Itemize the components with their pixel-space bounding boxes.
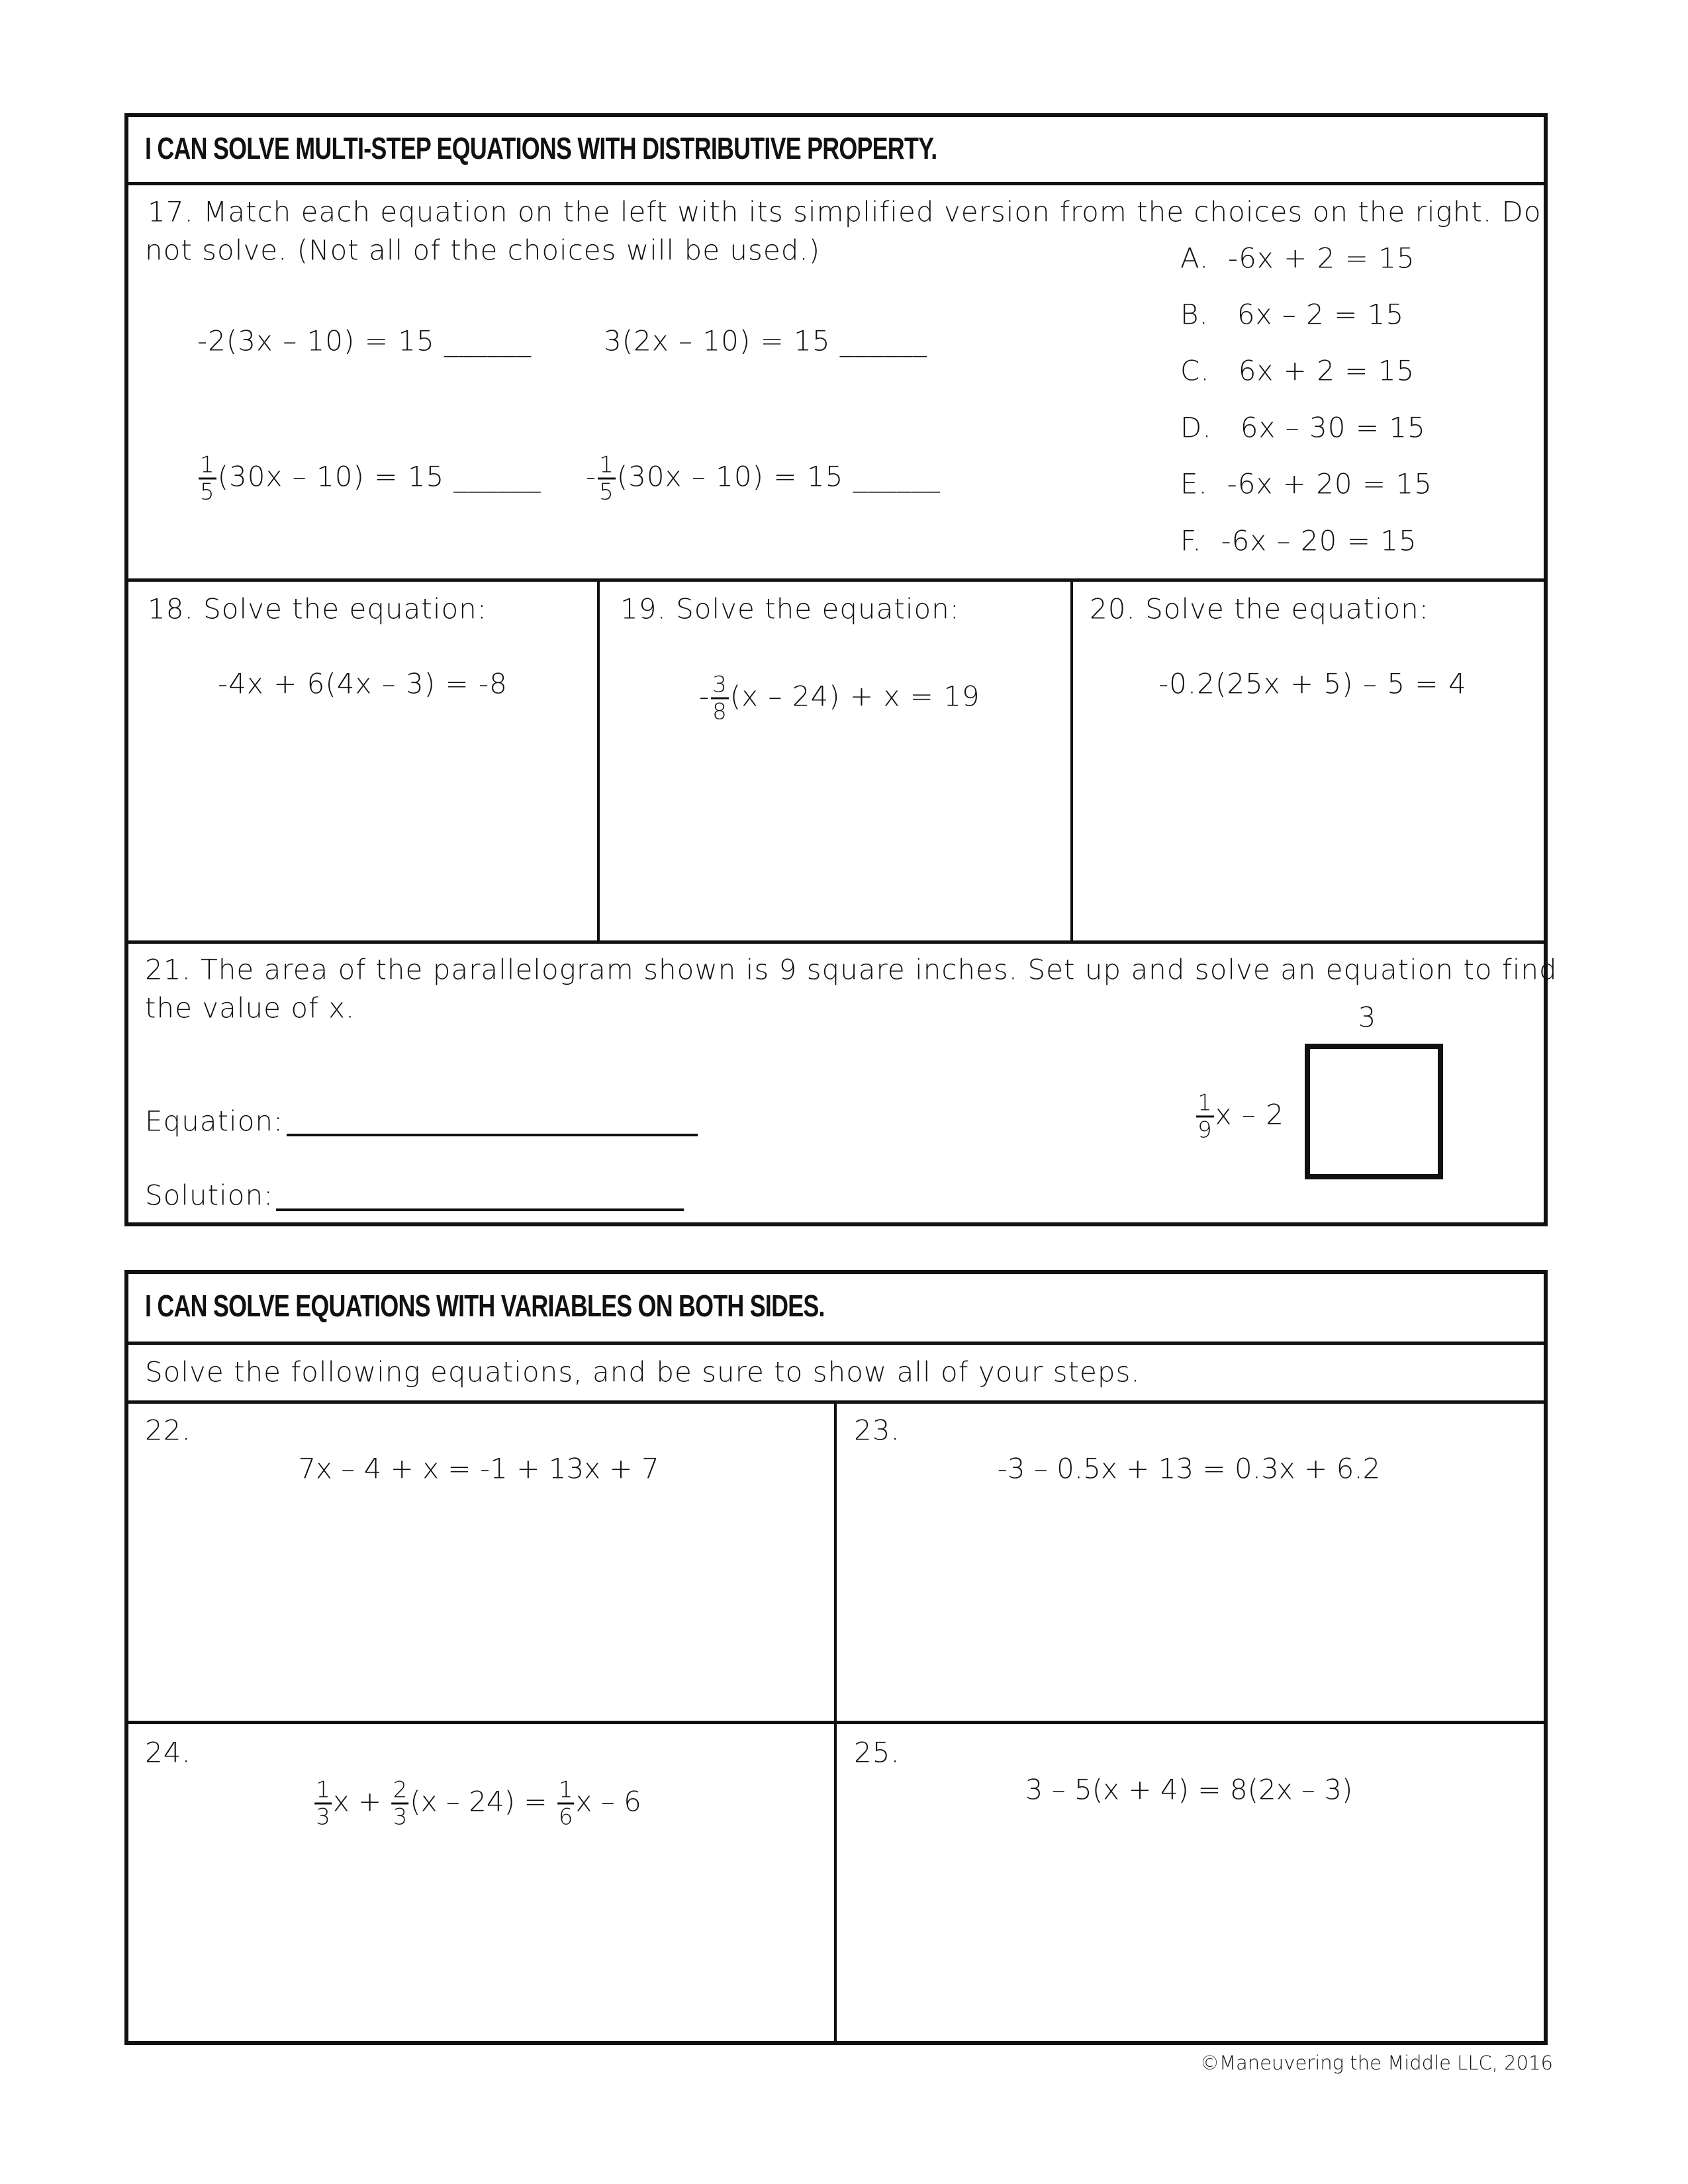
q20-equation: -0.2(25x + 5) – 5 = 4 (1158, 667, 1467, 700)
q19-equation (699, 672, 980, 725)
denominator: 5 (200, 478, 215, 506)
fraction (1196, 1091, 1214, 1143)
copyright-footer: ©Maneuvering the Middle LLC, 2016 (1199, 2052, 1553, 2074)
parallelogram-side-label (1195, 1091, 1284, 1143)
numerator: 1 (316, 1776, 330, 1803)
denominator: 3 (316, 1803, 330, 1831)
q24-label: 24. (145, 1736, 191, 1769)
equation-label: Equation: (145, 1105, 284, 1138)
fraction (314, 1778, 332, 1830)
q17-equation-3 (197, 453, 541, 505)
denominator: 6 (558, 1803, 573, 1831)
divider (124, 940, 1548, 944)
divider (597, 580, 600, 942)
choice-c: C. 6x + 2 = 15 (1180, 354, 1415, 387)
section1-title: I CAN SOLVE MULTI-STEP EQUATIONS WITH DISTRIBUTIVE PROPERTY. (145, 131, 937, 165)
numerator: 2 (393, 1776, 408, 1803)
divider (124, 1342, 1548, 1345)
side-text: x – 2 (1215, 1098, 1284, 1131)
q25-label: 25. (854, 1736, 900, 1769)
q18-equation: -4x + 6(4x – 3) = -8 (218, 667, 508, 700)
fraction (598, 453, 616, 505)
q22-label: 22. (145, 1414, 191, 1447)
fraction (711, 672, 729, 725)
numerator: 1 (599, 451, 614, 478)
q17-equation-2: 3(2x – 10) = 15 ______ (604, 324, 927, 357)
equation-text: x + (332, 1785, 391, 1818)
sign: - (699, 680, 710, 713)
fraction (392, 1778, 409, 1830)
q17-equation-4 (586, 453, 941, 505)
section2-instructions: Solve the following equations, and be sure to show all of your steps. (145, 1355, 1141, 1388)
q24-equation (313, 1778, 641, 1830)
denominator: 5 (599, 478, 614, 506)
choice-f: F. -6x – 20 = 15 (1180, 524, 1417, 557)
q20-label: 20. Solve the equation: (1090, 592, 1429, 625)
q22-equation: 7x – 4 + x = -1 + 13x + 7 (298, 1452, 659, 1485)
q17-text-line1: 17. Match each equation on the left with its simplified version from the choices on the right. Do (148, 195, 1542, 228)
section2-title: I CAN SOLVE EQUATIONS WITH VARIABLES ON BOTH SIDES. (145, 1289, 825, 1323)
divider (1070, 580, 1073, 942)
equation-text: (x – 24) + x = 19 (729, 680, 980, 713)
fraction (557, 1778, 575, 1830)
q19-label: 19. Solve the equation: (620, 592, 960, 625)
q17-equation-1: -2(3x – 10) = 15 ______ (197, 324, 532, 357)
q18-label: 18. Solve the equation: (148, 592, 487, 625)
q23-label: 23. (854, 1414, 900, 1447)
solution-answer-line[interactable] (276, 1208, 684, 1211)
sign: - (586, 460, 597, 493)
parallelogram-top-label: 3 (1358, 1001, 1376, 1034)
equation-text: x – 6 (575, 1785, 641, 1818)
choice-e: E. -6x + 20 = 15 (1180, 467, 1432, 500)
numerator: 1 (1197, 1089, 1213, 1116)
equation-text: (x – 24) = (410, 1785, 556, 1818)
equation-answer-line[interactable] (287, 1134, 698, 1136)
fraction (199, 453, 216, 505)
equation-text: (30x – 10) = 15 ______ (217, 460, 541, 493)
solution-label: Solution: (145, 1179, 274, 1212)
divider (834, 1402, 837, 2044)
numerator: 1 (200, 451, 215, 478)
choice-d: D. 6x – 30 = 15 (1180, 411, 1426, 444)
q23-equation: -3 – 0.5x + 13 = 0.3x + 6.2 (997, 1452, 1381, 1485)
parallelogram-figure (1305, 1044, 1443, 1179)
numerator: 1 (558, 1776, 573, 1803)
choice-b: B. 6x – 2 = 15 (1180, 298, 1405, 331)
equation-text: (30x – 10) = 15 ______ (616, 460, 941, 493)
numerator: 3 (712, 671, 727, 698)
divider (124, 578, 1548, 582)
q17-text-line2: not solve. (Not all of the choices will be used.) (145, 234, 821, 267)
q21-text-line1: 21. The area of the parallelogram shown is 9 square inches. Set up and solve an equation to find (145, 953, 1558, 986)
divider (124, 182, 1548, 185)
choice-a: A. -6x + 2 = 15 (1180, 242, 1415, 275)
denominator: 3 (393, 1803, 408, 1831)
q21-text-line2: the value of x. (145, 991, 355, 1024)
q25-equation: 3 – 5(x + 4) = 8(2x – 3) (1025, 1773, 1353, 1806)
denominator: 8 (712, 698, 727, 725)
denominator: 9 (1197, 1116, 1213, 1144)
